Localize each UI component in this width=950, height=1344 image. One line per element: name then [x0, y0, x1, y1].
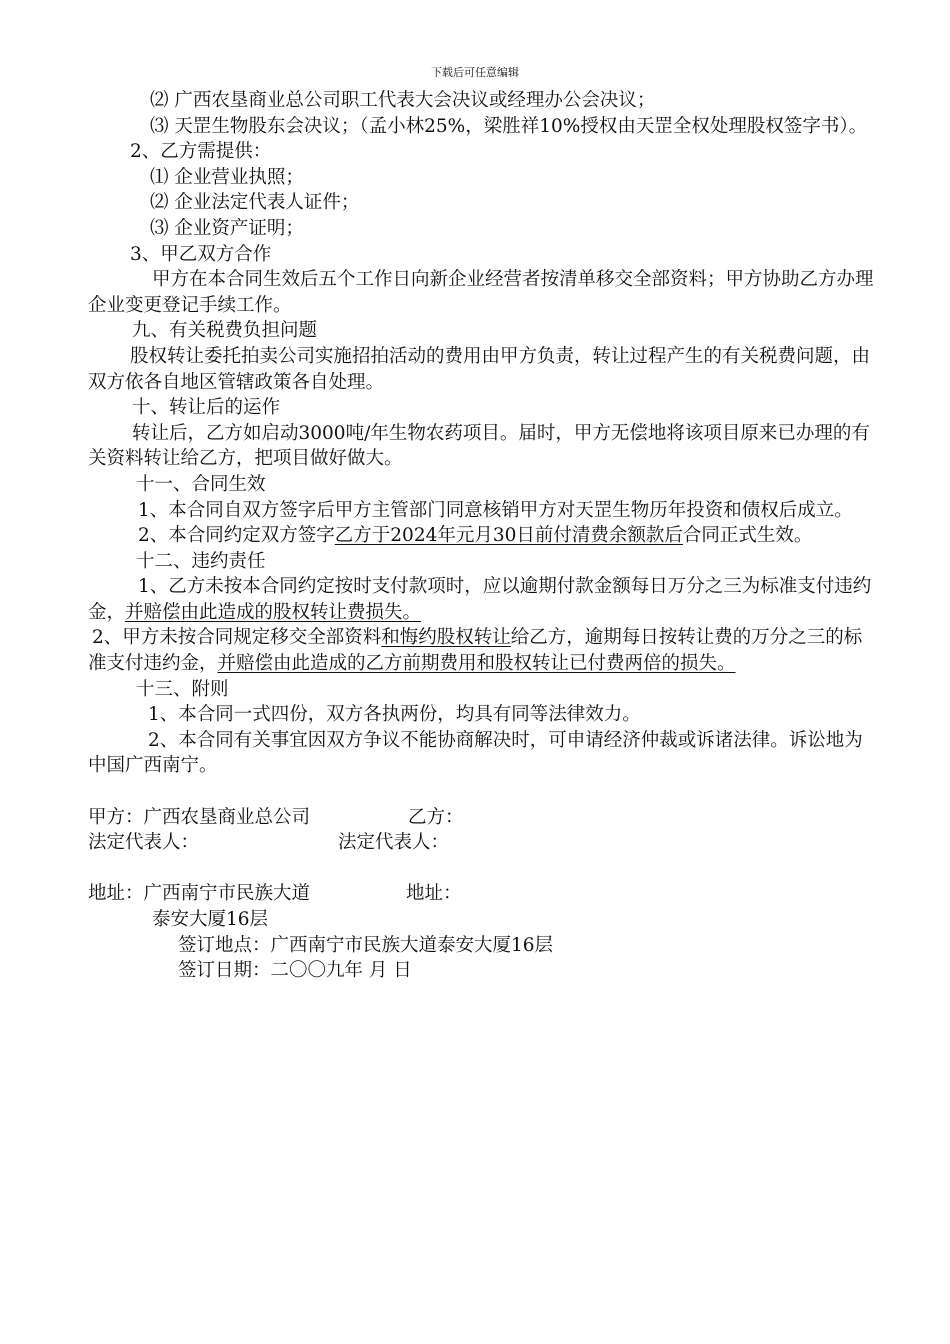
- section-thirteen-item-1: 1、本合同一式四份，双方各执两份，均具有同等法律效力。: [148, 704, 641, 726]
- clause-heading-party-b: 2、乙方需提供：: [130, 141, 272, 163]
- section-twelve-heading: 十二、违约责任: [136, 550, 266, 572]
- clause-item-3: ⑶ 天罡生物股东会决议；（孟小林25%，梁胜祥10%授权由天罡全权处理股权签字书）。: [150, 115, 868, 137]
- section-eleven-heading: 十一、合同生效: [136, 473, 266, 495]
- section-ten-text: [88, 421, 878, 472]
- spacer: [88, 779, 878, 805]
- signing-date: 签订日期：二〇〇九年 月 日: [178, 960, 412, 982]
- section-twelve-item-1: [88, 574, 878, 625]
- section-thirteen-heading: 十三、附则: [136, 678, 229, 700]
- section-nine-span: 股权转让委托拍卖公司实施招拍活动的费用由甲方负责，转让过程产生的有关税费问题，由双方依各自地区管辖政策各自处理。: [88, 345, 871, 393]
- signature-parties: [88, 805, 878, 831]
- clause-heading-cooperation: 3、甲乙双方合作: [130, 243, 272, 265]
- section-eleven-item-2-underlined: 乙方于2024年元月30日前付清费余额款后: [334, 525, 683, 547]
- rep-a-label: 法定代表人：: [88, 832, 200, 854]
- section-twelve-item-2-underlined-2: 并赔偿由此造成的乙方前期费用和股权转让已付费两倍的损失。: [217, 653, 736, 675]
- page-header: 下载后可任意编辑: [431, 66, 519, 79]
- section-eleven-item-1: [88, 498, 878, 524]
- signature-addresses: [88, 881, 878, 907]
- spacer-2: [88, 856, 878, 882]
- section-thirteen-item-2: [88, 728, 878, 779]
- clause-cooperation-text: [88, 267, 878, 318]
- clause-cooperation-span: 甲方在本合同生效后五个工作日向新企业经营者按清单移交全部资料；甲方协助乙方办理企业变更登记手续工作。: [88, 269, 874, 316]
- address-a-line1: 地址：广西南宁市民族大道: [88, 883, 311, 905]
- section-twelve-item-1-underlined: 并赔偿由此造成的股权转让费损失。: [125, 601, 422, 623]
- section-eleven-item-1-span: 1、本合同自双方签字后甲方主管部门同意核销甲方对天罡生物历年投资和债权后成立。: [138, 499, 853, 521]
- section-twelve-item-1-a: 1、乙方未按本合同约定按时支付款项时，应以逾期付款金额每日万分之三为标准支付违约金，: [88, 576, 872, 623]
- section-twelve-item-2: [88, 625, 878, 676]
- address-a-line2: 泰安大厦16层: [152, 909, 269, 930]
- party-b-label: 乙方：: [408, 806, 464, 828]
- section-eleven-item-2-a: 2、本合同约定双方签字: [138, 525, 335, 547]
- section-ten-span: 转让后，乙方如启动3000吨/年生物农药项目。届时，甲方无偿地将该项目原来已办理的有关资料转让给乙方，把项目做好做大。: [88, 422, 870, 470]
- clause-item-2b: ⑵ 企业法定代表人证件；: [150, 192, 360, 214]
- section-twelve-item-2-c: 给乙方，逾期每日按转让费的万分之三的标准支付违约金，: [88, 627, 863, 675]
- section-thirteen-item-2-span: 2、本合同有关事宜因双方争议不能协商解决时，可申请经济仲裁或诉诸法律。诉讼地为中国广西南宁。: [88, 729, 863, 777]
- party-a-label: 甲方：广西农垦商业总公司: [88, 806, 311, 828]
- signature-representatives: [88, 830, 878, 856]
- clause-item-1: ⑴ 企业营业执照；: [150, 166, 304, 188]
- section-nine-text: [88, 344, 878, 395]
- section-twelve-item-2-underlined-1: 和悔约股权转让: [381, 627, 511, 649]
- section-eleven-item-2: [88, 523, 878, 549]
- section-twelve-item-2-a: 2、甲方未按合同规定移交全部资料: [92, 627, 382, 649]
- section-ten-heading: 十、转让后的运作: [132, 397, 281, 419]
- signing-place: 签订地点：广西南宁市民族大道泰安大厦16层: [178, 934, 554, 956]
- section-eleven-item-2-c: 合同正式生效。: [682, 525, 813, 547]
- address-b-label: 地址：: [406, 883, 462, 905]
- contract-body: [88, 88, 878, 984]
- clause-item-3b: ⑶ 企业资产证明；: [150, 217, 304, 239]
- section-nine-heading: 九、有关税费负担问题: [132, 320, 318, 342]
- rep-b-label: 法定代表人：: [338, 832, 450, 854]
- clause-item-2: ⑵ 广西农垦商业总公司职工代表大会决议或经理办公会决议；: [150, 90, 656, 111]
